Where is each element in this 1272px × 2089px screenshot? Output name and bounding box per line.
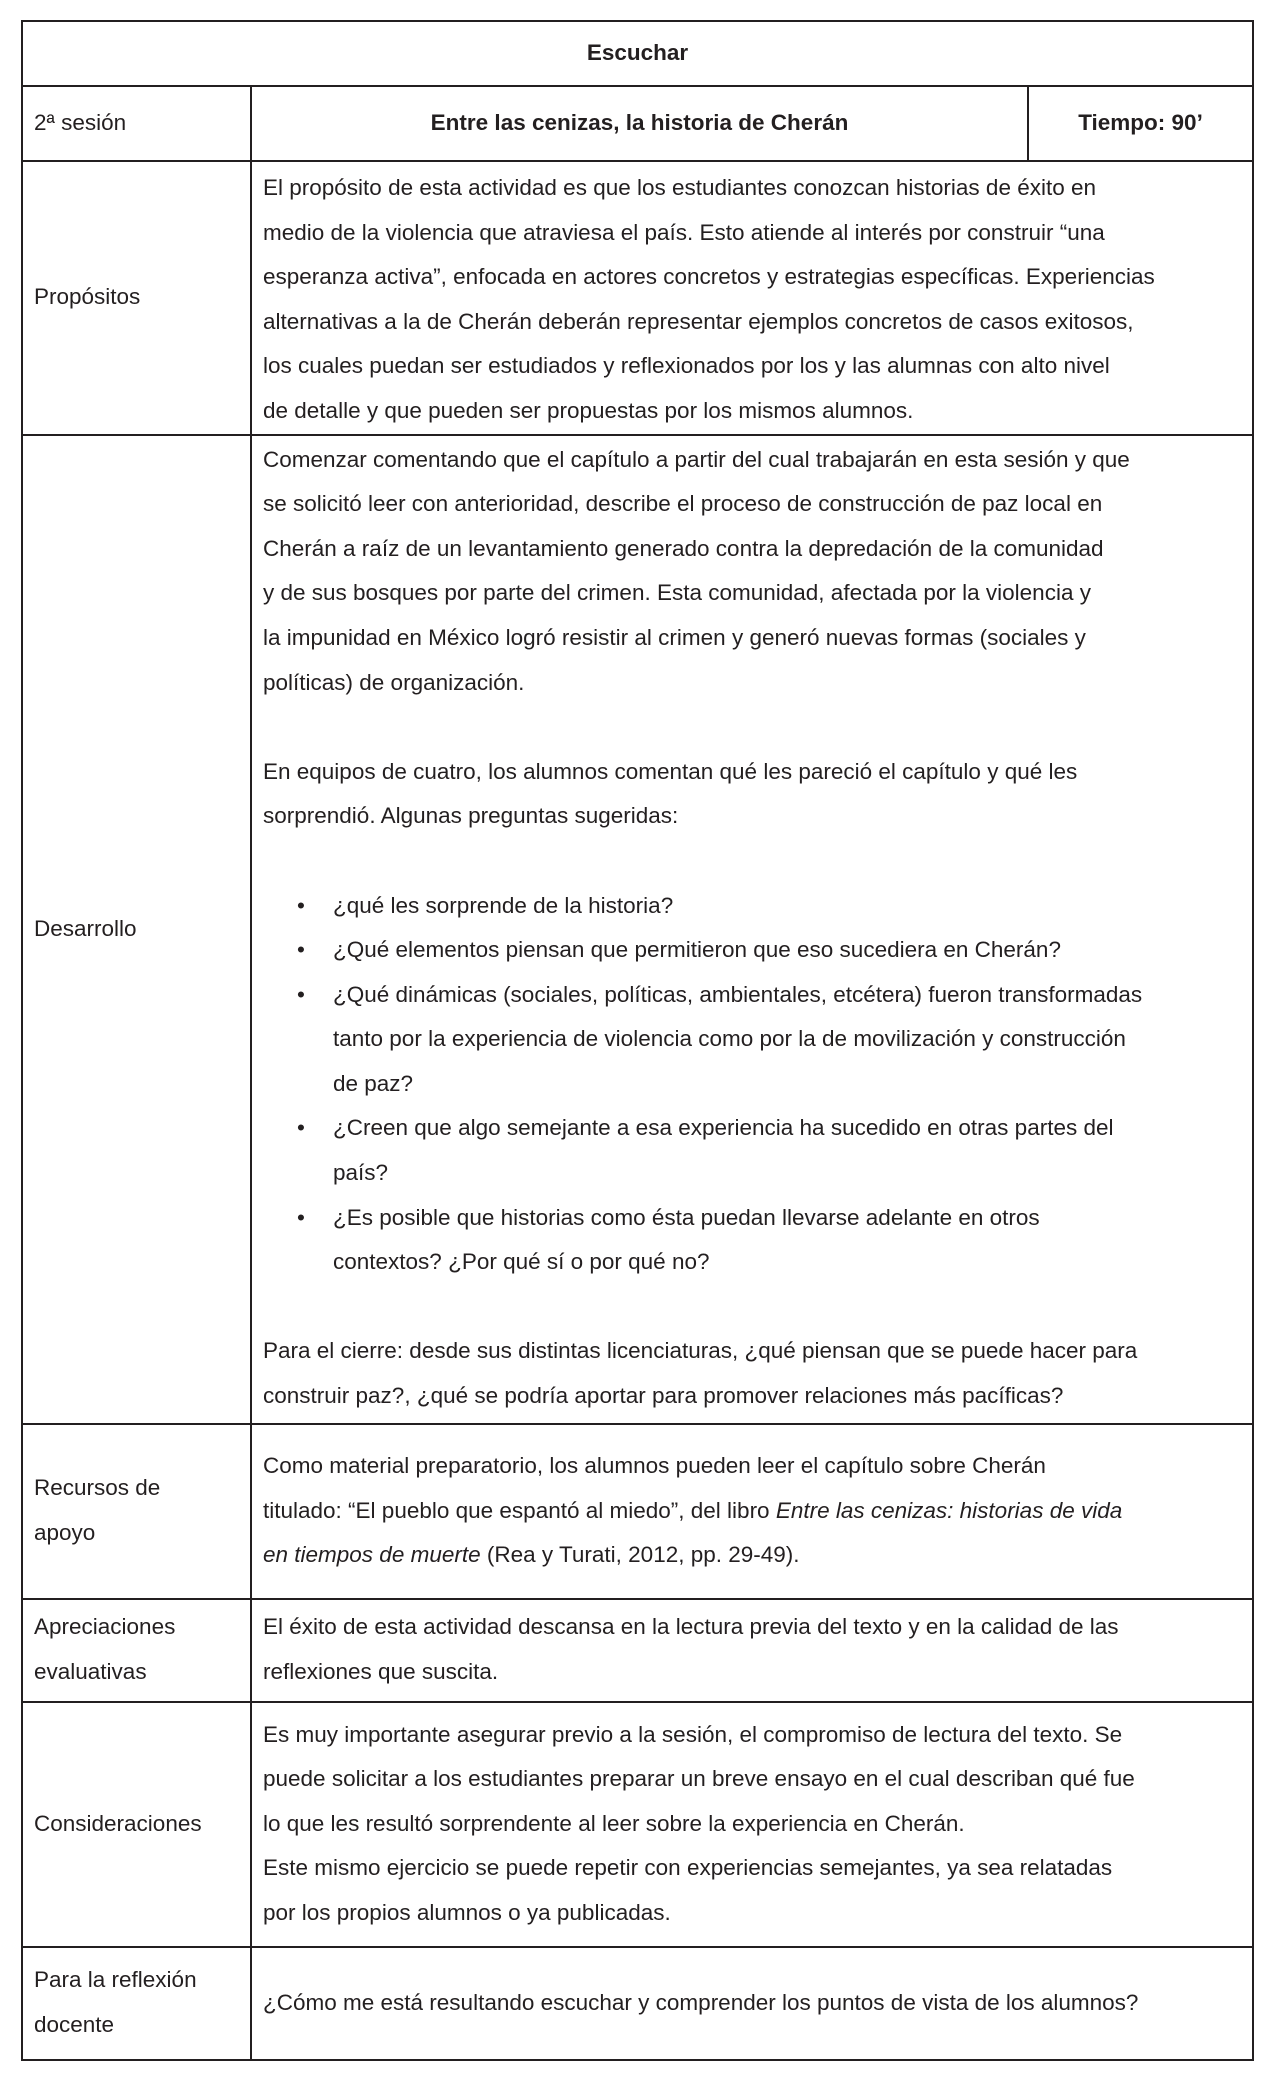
bullet-icon: • (297, 892, 305, 918)
label-recursos: Recursos de apoyo (22, 1424, 251, 1599)
text-line: la impunidad en México logró resistir al crimen y generó nuevas formas (sociales y (263, 624, 1086, 650)
text-line: políticas) de organización. (263, 669, 525, 695)
consideraciones-text: Es muy importante asegurar previo a la sesión, el compromiso de lectura del texto. Se puede solicitar a los estudiantes preparar un breve ensayo en el cual describan qué fue lo que les resultó sorprendente al leer sobre la experiencia en Cherán. Este mismo ejercicio se puede repetir con experiencias semejantes, ya sea relatadas por los propios alumnos o ya publicadas. (251, 1702, 1253, 1947)
session-name: Entre las cenizas, la historia de Cherán (251, 86, 1028, 161)
activity-table (21, 20, 1254, 2061)
text-line: Para el cierre: desde sus distintas licenciaturas, ¿qué piensan que se puede hacer para (263, 1338, 1138, 1364)
question-item: • ¿Qué elementos piensan que permitieron que eso sucediera en Cherán? (263, 928, 1246, 973)
question-item: • ¿Qué dinámicas (sociales, políticas, ambientales, etcétera) fueron transformadas (263, 973, 1246, 1018)
row-recursos (22, 1424, 1253, 1599)
book-title: en tiempos de muerte (263, 1542, 481, 1568)
question-item: • ¿qué les sorprende de la historia? (263, 884, 1246, 929)
text-line: sorprendió. Algunas preguntas sugeridas: (263, 803, 679, 829)
question-item: • ¿Creen que algo semejante a esa experiencia ha sucedido en otras partes del (263, 1106, 1246, 1151)
question-continuation: país? (333, 1160, 389, 1186)
desarrollo-text (251, 435, 1253, 1424)
row-desarrollo (22, 435, 1253, 1424)
recursos-text: Como material preparatorio, los alumnos pueden leer el capítulo sobre Cherán titulado: “El pueblo que espantó al miedo”, del libro Entre las cenizas: historias de vida en tiempos de muerte (Rea y Turati, 2012, pp. 29-49). (251, 1424, 1253, 1599)
row-consideraciones (22, 1702, 1253, 1947)
label-apreciaciones: Apreciaciones evaluativas (22, 1599, 251, 1702)
bullet-icon: • (297, 937, 305, 963)
label-propositos: Propósitos (22, 161, 251, 435)
bullet-icon: • (297, 1204, 305, 1230)
label-reflexion: Para la reflexión docente (22, 1947, 251, 2060)
question-continuation: contextos? ¿Por qué sí o por qué no? (333, 1249, 710, 1275)
text-line: los cuales puedan ser estudiados y reflexionados por los y las alumnas con alto nivel (263, 353, 1110, 379)
label-desarrollo: Desarrollo (22, 435, 251, 1424)
bullet-icon: • (297, 981, 305, 1007)
text-line: esperanza activa”, enfocada en actores concretos y estrategias específicas. Experiencias (263, 264, 1155, 290)
bullet-icon: • (297, 1115, 305, 1141)
text-line: Comenzar comentando que el capítulo a partir del cual trabajarán en esta sesión y que (263, 446, 1130, 472)
text-line: medio de la violencia que atraviesa el país. Esto atiende al interés por construir “una (263, 219, 1105, 245)
question-continuation: tanto por la experiencia de violencia como por la de movilización y construcción (333, 1026, 1126, 1052)
propositos-text (251, 161, 1253, 435)
text-line: En equipos de cuatro, los alumnos comentan qué les pareció el capítulo y qué les (263, 758, 1078, 784)
row-propositos (22, 161, 1253, 435)
label-consideraciones: Consideraciones (22, 1702, 251, 1947)
apreciaciones-text: El éxito de esta actividad descansa en la lectura previa del texto y en la calidad de las reflexiones que suscita. (251, 1599, 1253, 1702)
question-continuation: de paz? (333, 1070, 414, 1096)
text-line: y de sus bosques por parte del crimen. Esta comunidad, afectada por la violencia y (263, 580, 1091, 606)
text-line: Cherán a raíz de un levantamiento generado contra la depredación de la comunidad (263, 535, 1104, 561)
question-list (263, 884, 1246, 1285)
table-title: Escuchar (22, 21, 1253, 86)
book-title: Entre las cenizas: historias de vida (775, 1497, 1123, 1523)
text-line: alternativas a la de Cherán deberán representar ejemplos concretos de casos exitosos, (263, 308, 1134, 334)
row-reflexion (22, 1947, 1253, 2060)
row-apreciaciones (22, 1599, 1253, 1702)
text-line: construir paz?, ¿qué se podría aportar para promover relaciones más pacíficas? (263, 1383, 1064, 1409)
text-line: de detalle y que pueden ser propuestas por los mismos alumnos. (263, 397, 914, 423)
question-item: • ¿Es posible que historias como ésta puedan llevarse adelante en otros (263, 1196, 1246, 1241)
session-time: Tiempo: 90’ (1028, 86, 1253, 161)
reflexion-text: ¿Cómo me está resultando escuchar y comprender los puntos de vista de los alumnos? (251, 1947, 1253, 2060)
text-line: El propósito de esta actividad es que los estudiantes conozcan historias de éxito en (263, 175, 1097, 200)
text-line: se solicitó leer con anterioridad, describe el proceso de construcción de paz local en (263, 491, 1103, 517)
session-number: 2ª sesión (22, 86, 251, 161)
